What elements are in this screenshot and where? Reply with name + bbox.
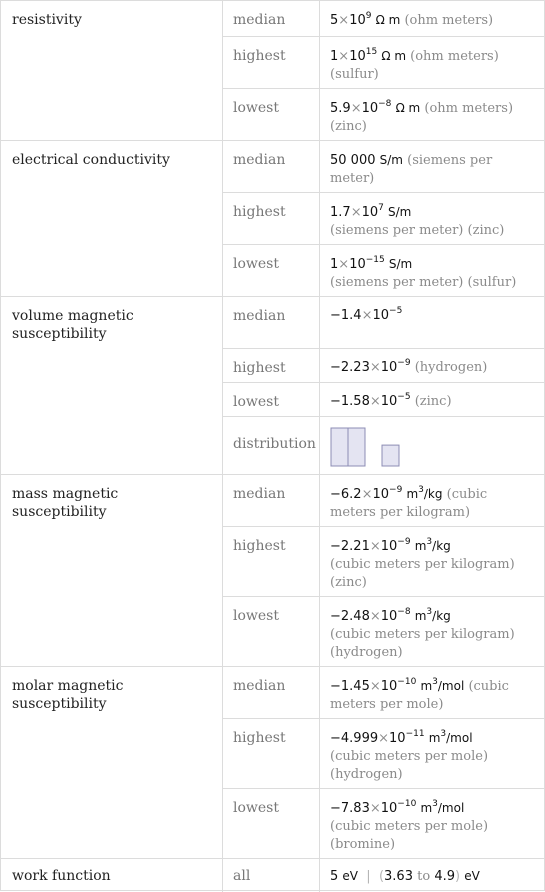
stat-label: highest: [223, 37, 320, 88]
unit-name: (cubic meters per kilogram): [330, 627, 515, 642]
unit: [429, 731, 473, 745]
histogram-bar: [348, 428, 365, 466]
exponent: −9: [397, 537, 411, 547]
unit-name: (siemens per meter): [330, 153, 493, 186]
unit: eV: [342, 869, 359, 883]
property-label: molar magnetic susceptibility: [0, 667, 223, 859]
mantissa: −6.2: [330, 487, 362, 502]
unit-name: (ohm meters): [424, 101, 514, 116]
exponent: −10: [397, 799, 417, 809]
unit-base: m: [406, 487, 419, 501]
value-cell: [320, 383, 545, 416]
unit-name: (siemens per meter): [330, 275, 464, 290]
unit: Ω m: [395, 101, 421, 115]
range-open: (: [378, 869, 385, 884]
ten: 10: [380, 679, 398, 694]
value-cell: [320, 349, 545, 382]
unit-exponent: 3: [426, 607, 433, 617]
unit-name: (cubic meters per mole): [330, 679, 509, 712]
value-cell: [320, 417, 545, 475]
range-to: to: [417, 869, 431, 884]
histogram-bar: [331, 428, 348, 466]
unit-rest: /mol: [437, 679, 465, 693]
mantissa: 1: [330, 49, 339, 64]
times-sign: ×: [369, 360, 381, 375]
times-sign: ×: [338, 49, 350, 64]
times-sign: ×: [361, 308, 373, 323]
distribution-histogram: [330, 427, 420, 467]
stat-label: median: [223, 1, 320, 36]
unit: S/m: [379, 153, 403, 167]
value-cell: [320, 527, 545, 596]
value-cell: [320, 475, 545, 526]
mantissa: 5: [330, 13, 339, 28]
ten: 10: [380, 360, 398, 375]
unit: [406, 487, 442, 501]
ten: 10: [361, 205, 379, 220]
row-resistivity-lowest: [223, 89, 545, 141]
value-cell: [320, 719, 545, 788]
element-name: (bromine): [330, 837, 396, 852]
value-cell: [320, 245, 545, 297]
times-sign: ×: [338, 257, 350, 272]
stat-label: median: [223, 667, 320, 718]
exponent: −9: [397, 358, 411, 368]
unit-name: (siemens per meter): [330, 223, 464, 238]
stat-label: highest: [223, 527, 320, 596]
unit-name: (ohm meters): [410, 49, 499, 64]
exponent: −15: [365, 255, 385, 265]
mantissa: 5.9: [330, 101, 351, 116]
value-cell: [320, 789, 545, 859]
ten: 10: [372, 308, 390, 323]
property-label: volume magnetic susceptibility: [0, 297, 223, 475]
stat-label: median: [223, 297, 320, 348]
property-label: electrical conductivity: [0, 141, 223, 297]
unit-rest: /kg: [432, 609, 451, 623]
unit: S/m: [388, 205, 412, 219]
range-unit: eV: [464, 869, 480, 883]
value: 5: [330, 869, 339, 884]
row-mass-susc-median: [223, 475, 545, 527]
times-sign: ×: [350, 101, 362, 116]
ten: 10: [389, 731, 406, 746]
stat-label: lowest: [223, 89, 320, 141]
exponent: −11: [405, 729, 425, 739]
value-cell: [320, 37, 545, 88]
stat-label: median: [223, 475, 320, 526]
value-cell: [320, 667, 545, 718]
unit: [420, 801, 464, 815]
stat-label: lowest: [223, 789, 320, 859]
value-cell: [320, 597, 545, 667]
row-conductivity-lowest: [223, 245, 545, 297]
group-work-function: [0, 858, 545, 892]
exponent: −8: [397, 607, 411, 617]
row-mass-susc-lowest: [223, 597, 545, 667]
unit: [420, 679, 464, 693]
mantissa: −7.83: [330, 801, 370, 816]
unit-rest: /kg: [423, 487, 443, 501]
times-sign: ×: [369, 609, 381, 624]
ten: 10: [349, 257, 366, 272]
element-name: (sulfur): [330, 67, 379, 82]
row-conductivity-median: [223, 141, 545, 193]
mantissa: −1.45: [330, 679, 370, 694]
stat-label: distribution: [223, 417, 320, 475]
stat-label: lowest: [223, 597, 320, 667]
row-volume-susc-highest: [223, 349, 545, 383]
unit-name: (cubic meters per kilogram): [330, 557, 515, 572]
unit: S/m: [388, 257, 413, 271]
unit-name: (ohm meters): [404, 13, 494, 28]
element-name: (hydrogen): [330, 645, 403, 660]
unit-exponent: 3: [432, 677, 438, 687]
range-close: ): [455, 869, 461, 884]
unit-rest: /mol: [446, 731, 473, 745]
separator: |: [366, 869, 371, 884]
unit: Ω m: [381, 49, 407, 63]
stat-label: median: [223, 141, 320, 192]
exponent: −5: [389, 306, 403, 316]
plain-value: 50 000: [330, 153, 376, 168]
value-cell: [320, 89, 545, 141]
exponent: −5: [397, 392, 411, 402]
unit-base: m: [420, 679, 433, 693]
unit-exponent: 3: [432, 799, 438, 809]
unit-base: m: [428, 731, 441, 745]
element-name: (zinc): [330, 119, 367, 134]
group-molar-magnetic-susceptibility: [0, 666, 545, 859]
times-sign: ×: [350, 205, 362, 220]
row-volume-susc-lowest: [223, 383, 545, 417]
mantissa: −4.999: [330, 731, 379, 746]
unit-rest: /mol: [437, 801, 465, 815]
property-label: mass magnetic susceptibility: [0, 475, 223, 667]
row-mass-susc-highest: [223, 527, 545, 597]
unit: Ω m: [375, 13, 401, 27]
unit-rest: /kg: [432, 539, 451, 553]
mantissa: −2.21: [330, 539, 370, 554]
exponent: 15: [365, 47, 378, 57]
mantissa: 1.7: [330, 205, 351, 220]
group-resistivity: [0, 0, 545, 141]
row-molar-susc-median: [223, 667, 545, 719]
unit-base: m: [414, 609, 427, 623]
element-name: (zinc): [330, 575, 367, 590]
unit-name: (cubic meters per kilogram): [330, 487, 488, 520]
property-label: resistivity: [0, 1, 223, 141]
unit: [415, 539, 451, 553]
times-sign: ×: [369, 801, 381, 816]
exponent: −8: [378, 99, 392, 109]
value-cell: [320, 859, 545, 892]
ten: 10: [349, 49, 366, 64]
element-name: (sulfur): [467, 275, 517, 290]
mantissa: 1: [330, 257, 339, 272]
mantissa: −1.4: [330, 308, 362, 323]
element-name: (zinc): [414, 394, 452, 409]
property-label: work function: [0, 859, 223, 892]
element-name: (zinc): [467, 223, 505, 238]
unit-name: (cubic meters per mole): [330, 819, 489, 834]
stat-label: highest: [223, 193, 320, 244]
row-volume-susc-distribution: [223, 417, 545, 475]
row-molar-susc-highest: [223, 719, 545, 789]
ten: 10: [361, 101, 379, 116]
exponent: −10: [397, 677, 417, 687]
exponent: −9: [389, 485, 403, 495]
value-cell: [320, 193, 545, 244]
exponent: 9: [365, 11, 372, 21]
range-low: 3.63: [384, 869, 413, 884]
exponent: 7: [378, 203, 384, 213]
stat-label: all: [223, 859, 320, 892]
unit-base: m: [414, 539, 427, 553]
unit-exponent: 3: [426, 537, 433, 547]
value-cell: [320, 297, 545, 348]
row-molar-susc-lowest: [223, 789, 545, 859]
value-cell: [320, 141, 545, 192]
times-sign: ×: [369, 539, 381, 554]
stat-label: lowest: [223, 383, 320, 416]
ten: 10: [349, 13, 366, 28]
times-sign: ×: [369, 394, 381, 409]
histogram-bar: [382, 445, 399, 466]
row-work-function-all: [223, 859, 545, 892]
unit-exponent: 3: [440, 729, 447, 739]
element-name: (hydrogen): [414, 360, 488, 375]
row-resistivity-highest: [223, 37, 545, 89]
times-sign: ×: [369, 679, 381, 694]
mantissa: −2.48: [330, 609, 370, 624]
row-volume-susc-median: [223, 297, 545, 349]
times-sign: ×: [378, 731, 390, 746]
unit: [415, 609, 451, 623]
ten: 10: [372, 487, 390, 502]
range-high: 4.9: [434, 869, 455, 884]
unit-exponent: 3: [418, 485, 424, 495]
mantissa: −2.23: [330, 360, 370, 375]
stat-label: highest: [223, 349, 320, 382]
ten: 10: [380, 394, 398, 409]
unit-name: (cubic meters per mole): [330, 749, 489, 764]
mantissa: −1.58: [330, 394, 370, 409]
element-name: (hydrogen): [330, 767, 403, 782]
group-electrical-conductivity: [0, 140, 545, 297]
stat-label: highest: [223, 719, 320, 788]
times-sign: ×: [361, 487, 373, 502]
row-conductivity-highest: [223, 193, 545, 245]
times-sign: ×: [338, 13, 350, 28]
group-volume-magnetic-susceptibility: [0, 296, 545, 475]
group-mass-magnetic-susceptibility: [0, 474, 545, 667]
row-resistivity-median: [223, 1, 545, 37]
stat-label: lowest: [223, 245, 320, 297]
ten: 10: [380, 609, 398, 624]
unit-base: m: [420, 801, 433, 815]
ten: 10: [380, 539, 398, 554]
ten: 10: [380, 801, 398, 816]
value-cell: [320, 1, 545, 36]
